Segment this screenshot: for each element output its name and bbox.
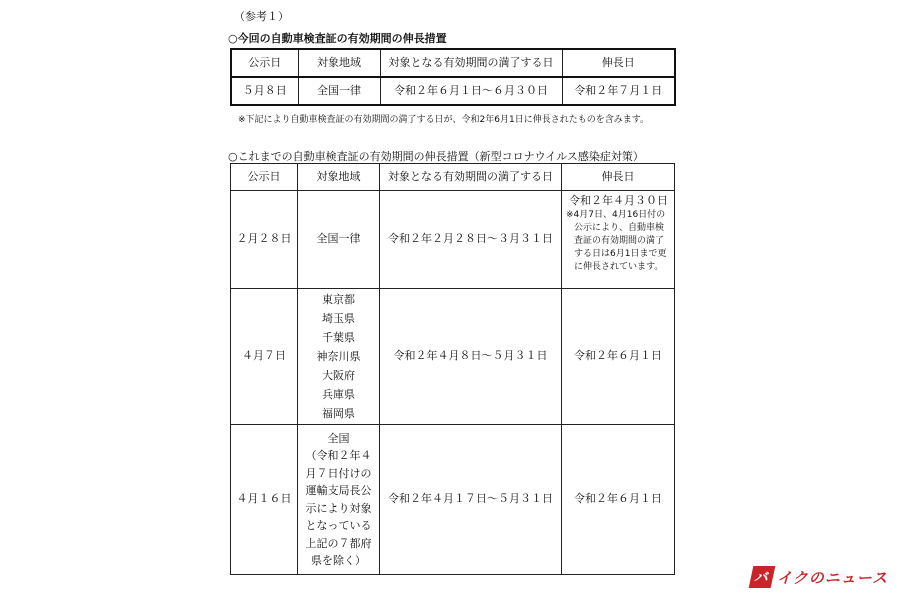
header-extension-date: 伸長日 — [562, 164, 675, 191]
header-extension-date: 伸長日 — [562, 49, 675, 77]
table-header-row — [231, 49, 675, 77]
region-item: 上記の７都府 — [305, 536, 372, 550]
extension-date-cell: 令和２年７月１日 — [562, 77, 675, 105]
extension-date-cell: 令和２年６月１日 — [562, 289, 675, 425]
region-item: 千葉県 — [322, 331, 355, 344]
region-cell — [298, 289, 380, 425]
region-item: 運輸支局長公 — [305, 484, 372, 497]
announce-date-cell: ５月８日 — [231, 77, 298, 105]
region-item: 示により対象 — [305, 501, 372, 515]
past-measures-heading: ○これまでの自動車検査証の有効期間の伸長措置（新型コロナウイルス感染症対策） — [228, 150, 644, 163]
past-measures-table — [230, 163, 675, 575]
logo-mark-icon: バ — [749, 566, 776, 588]
region-item: 月７日付けの — [305, 466, 372, 480]
region-item: となっている — [305, 519, 372, 532]
region-cell: 全国一律 — [298, 77, 380, 105]
expiry-period-cell: 令和２年４月８日～５月３１日 — [380, 289, 562, 425]
header-announce-date: 公示日 — [231, 164, 298, 191]
reference-label: （参考１） — [234, 10, 289, 23]
region-item: 東京都 — [322, 293, 355, 306]
region-item: 埼玉県 — [322, 312, 355, 325]
header-expiry-period: 対象となる有効期間の満了する日 — [380, 164, 562, 191]
current-measure-heading: ○今回の自動車検査証の有効期間の伸長措置 — [228, 32, 447, 45]
extension-date: 令和２年４月３０日 — [569, 194, 668, 207]
header-target-region: 対象地域 — [298, 49, 380, 77]
region-list — [317, 290, 361, 423]
announce-date-cell: ４月１６日 — [231, 425, 298, 575]
extension-note: ※4月7日、4月16日付の公示により、自動車検査証の有効期間の満了する日は6月1日まで更に伸長されています。 — [566, 209, 667, 273]
table-row — [231, 77, 675, 105]
region-item: 全国 — [327, 431, 350, 445]
region-cell: 全国一律 — [298, 191, 380, 289]
announce-date-cell: ４月７日 — [231, 289, 298, 425]
region-cell — [298, 425, 380, 575]
table-header-row — [231, 164, 675, 191]
table-row — [231, 289, 675, 425]
region-item: 兵庫県 — [322, 388, 355, 401]
expiry-period-cell: 令和２年６月１日～６月３０日 — [380, 77, 562, 105]
extension-date-cell — [562, 191, 675, 289]
region-item: 県を除く） — [311, 554, 366, 567]
header-expiry-period: 対象となる有効期間の満了する日 — [380, 49, 562, 77]
header-target-region: 対象地域 — [298, 164, 380, 191]
extension-date-cell: 令和２年６月１日 — [562, 425, 675, 575]
expiry-period-cell: 令和２年４月１７日～５月３１日 — [380, 425, 562, 575]
region-item: 大阪府 — [322, 369, 355, 382]
current-measure-note: ※下記により自動車検査証の有効期間の満了する日が、令和2年6月1日に伸長されたものを含みます。 — [238, 115, 650, 125]
current-measure-table — [230, 48, 676, 106]
expiry-period-cell: 令和２年２月２８日～３月３１日 — [380, 191, 562, 289]
table-row — [231, 425, 675, 575]
region-item: 福岡県 — [322, 407, 355, 420]
logo-text: イクのニュース — [777, 568, 888, 587]
site-logo — [751, 564, 888, 590]
header-announce-date: 公示日 — [231, 49, 298, 77]
region-item: （令和２年４ — [305, 449, 372, 462]
region-list — [306, 430, 372, 570]
announce-date-cell: ２月２８日 — [231, 191, 298, 289]
table-row — [231, 191, 675, 289]
region-item: 神奈川県 — [316, 350, 361, 363]
